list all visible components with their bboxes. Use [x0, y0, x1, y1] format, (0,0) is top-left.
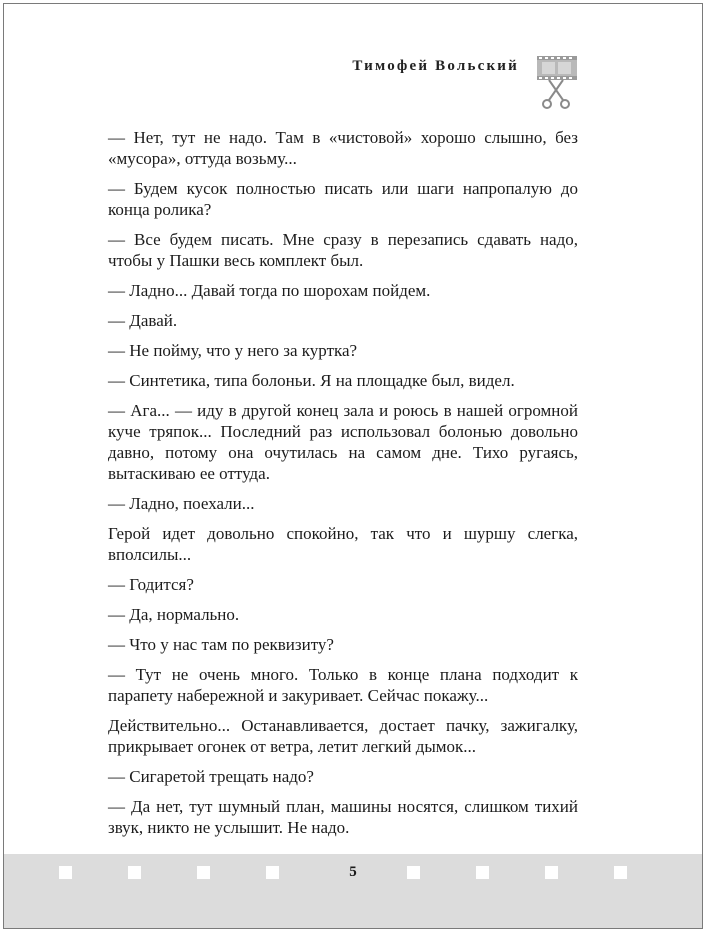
paragraph: — Давай.	[108, 311, 178, 330]
film-perforation	[407, 866, 420, 879]
paragraph: — Ладно, поехали...	[108, 494, 255, 513]
film-scissors-icon	[533, 50, 581, 112]
paragraph: — Синтетика, типа болоньи. Я на площадке был, видел.	[108, 371, 515, 390]
body-text	[108, 127, 578, 847]
film-perforation	[476, 866, 489, 879]
paragraph: — Годится?	[108, 575, 194, 594]
paragraph: Действительно... Останавливается, достает пачку, зажигалку, прикрывает огонек от ветра, летит легкий дымок...	[108, 716, 578, 756]
paragraph: — Будем кусок полностью писать или шаги напропалую до конца ролика?	[108, 179, 578, 219]
film-perforation	[545, 866, 558, 879]
paragraph: — Все будем писать. Мне сразу в перезапись сдавать надо, чтобы у Пашки весь комплект был.	[108, 230, 578, 270]
film-perforation	[59, 866, 72, 879]
paragraph: Герой идет довольно спокойно, так что и шуршу слегка, вполсилы...	[108, 524, 578, 564]
paragraph: — Ладно... Давай тогда по шорохам пойдем.	[108, 281, 431, 300]
paragraph: — Сигаретой трещать надо?	[108, 767, 314, 786]
paragraph: — Да, нормально.	[108, 605, 240, 624]
paragraph: — Тут не очень много. Только в конце плана подходит к парапету набережной и закуривает. Сейчас покажу...	[108, 665, 578, 705]
paragraph: — Не пойму, что у него за куртка?	[108, 341, 358, 360]
page-number: 5	[349, 864, 357, 880]
film-perforation	[614, 866, 627, 879]
running-head-author: Тимофей Вольский	[352, 58, 519, 74]
paragraph: — Нет, тут не надо. Там в «чистовой» хорошо слышно, без «мусора», оттуда возьму...	[108, 128, 578, 168]
film-perforation	[128, 866, 141, 879]
paragraph: — Ага... — иду в другой конец зала и роюсь в нашей огромной куче тряпок... Последний раз использовал болонью довольно давно, потому она очутилась на самом дне. Тихо ругаясь, вытаскиваю ее оттуда.	[108, 401, 578, 483]
film-perforation	[197, 866, 210, 879]
footer-band	[4, 854, 702, 928]
film-perforation	[266, 866, 279, 879]
paragraph: — Что у нас там по реквизиту?	[108, 635, 334, 654]
paragraph: — Да нет, тут шумный план, машины носятся, слишком тихий звук, никто не услышит. Не надо.	[108, 797, 578, 837]
